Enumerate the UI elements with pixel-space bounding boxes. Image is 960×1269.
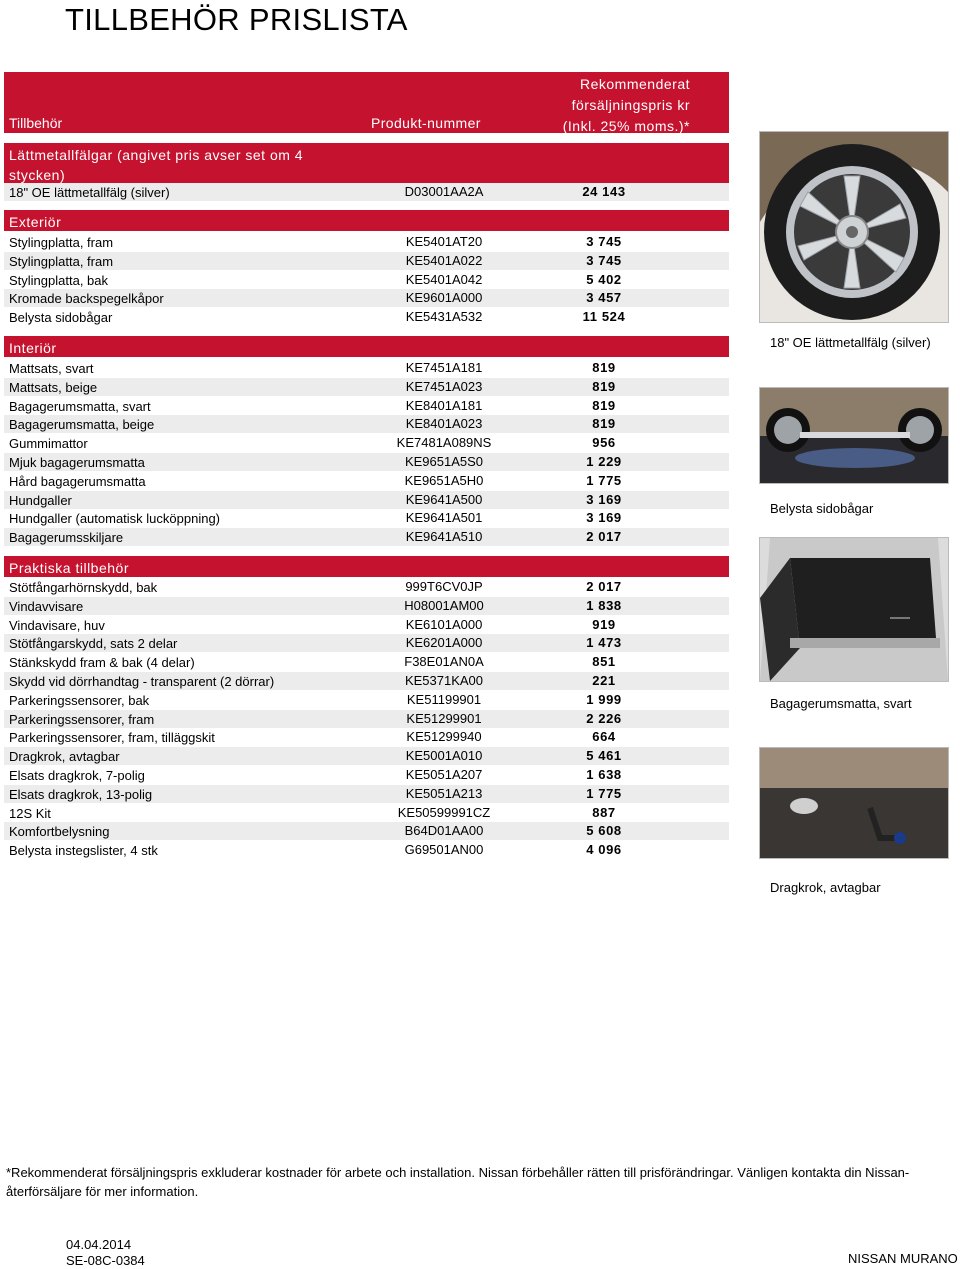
item-code: KE9651A5S0 [404, 454, 484, 469]
tow-bar-photo [759, 747, 949, 859]
item-price: 1 775 [586, 472, 622, 488]
item-name: Bagagerumsskiljare [9, 530, 124, 546]
item-name: Hundgaller [9, 492, 72, 508]
item-code: D03001AA2A [404, 184, 484, 199]
item-code: KE9651A5H0 [404, 472, 484, 488]
item-name: Belysta sidobågar [9, 310, 113, 326]
item-price: 24 143 [582, 184, 626, 199]
item-price: 956 [592, 435, 616, 451]
item-price: 5 402 [586, 271, 622, 287]
item-price: 3 169 [586, 510, 622, 526]
item-code: KE7451A023 [405, 378, 483, 394]
table-row [4, 616, 729, 634]
item-code: KE8401A181 [405, 397, 483, 413]
section-exterior-header: Exteriör [4, 210, 729, 231]
item-name: Komfortbelysning [9, 824, 110, 840]
table-row [4, 691, 729, 709]
table-row [4, 415, 729, 433]
item-price: 1 638 [586, 767, 622, 782]
item-price: 3 745 [586, 252, 622, 268]
item-code: KE6201A000 [405, 635, 483, 651]
item-code: KE51299940 [406, 729, 482, 745]
item-price: 1 838 [586, 597, 622, 613]
item-code: KE9601A000 [405, 290, 483, 306]
item-name: Bagagerumsmatta, beige [9, 417, 155, 433]
item-code: KE5431A532 [405, 309, 483, 325]
table-row [4, 378, 729, 396]
section-wheels-header: Lättmetallfälgar (angivet pris avser set om 4 stycken) [4, 143, 729, 183]
item-name: Hård bagagerumsmatta [9, 473, 146, 489]
document-date: 04.04.2014 [66, 1237, 132, 1252]
header-price: Rekommenderat försäljningspris kr (Inkl. 25% moms.)* [562, 76, 690, 134]
item-code: KE51299901 [406, 710, 482, 726]
item-name: Gummimattor [9, 436, 88, 452]
item-name: Vindavisare, huv [9, 617, 105, 633]
item-code: KE5371KA00 [404, 673, 484, 688]
table-row [4, 578, 729, 596]
table-row [4, 491, 729, 509]
item-name: Elsats dragkrok, 13-polig [9, 786, 153, 802]
item-name: Stötfångarhörnskydd, bak [9, 580, 158, 595]
item-name: Mattsats, beige [9, 379, 98, 395]
item-name: Mjuk bagagerumsmatta [9, 455, 145, 470]
item-price: 819 [592, 360, 616, 375]
alloy-wheel-icon [760, 132, 948, 322]
table-row [4, 233, 729, 251]
item-price: 819 [592, 378, 616, 394]
item-code: KE7451A181 [405, 360, 483, 375]
page-title: TILLBEHÖR PRISLISTA [65, 2, 408, 37]
table-row [4, 747, 729, 765]
footnote: *Rekommenderat försäljningspris exkluderar kostnader för arbete och installation. Nissan förbehåller rätten till prisförändringar. Vänligen kontakta din Nissan-återförsäljare för mer information. [6, 1165, 910, 1199]
table-row [4, 289, 729, 307]
item-name: Kromade backspegelkåpor [9, 291, 164, 307]
item-code: G69501AN00 [404, 842, 484, 858]
item-price: 664 [592, 729, 616, 745]
item-code: KE9641A510 [405, 529, 483, 545]
wheel-caption: 18" OE lättmetallfälg (silver) [770, 335, 931, 350]
item-code: KE5401A042 [405, 271, 483, 287]
table-row [4, 672, 729, 690]
item-code: F38E01AN0A [404, 654, 484, 670]
boot-mat-caption: Bagagerumsmatta, svart [770, 696, 912, 711]
item-price: 1 775 [586, 785, 622, 801]
illuminated-side-step-photo [759, 387, 949, 484]
table-row [4, 252, 729, 270]
section-interior-header: Interiör [4, 336, 729, 357]
item-name: Bagagerumsmatta, svart [9, 398, 151, 414]
item-code: KE51199901 [406, 691, 482, 707]
item-name: Skydd vid dörrhandtag - transparent (2 dörrar) [9, 674, 275, 689]
table-row [4, 359, 729, 377]
item-code: KE6101A000 [405, 616, 483, 632]
table-header [4, 72, 729, 133]
item-name: Stylingplatta, bak [9, 272, 109, 288]
table-row [4, 822, 729, 840]
table-row [4, 597, 729, 615]
item-code: KE5001A010 [405, 748, 483, 764]
item-price: 2 017 [586, 579, 622, 594]
item-price: 221 [592, 673, 616, 688]
table-row [4, 271, 729, 289]
item-price: 2 226 [586, 710, 622, 726]
section-practical-header: Praktiska tillbehör [4, 556, 729, 577]
item-name: Stylingplatta, fram [9, 235, 114, 250]
item-price: 819 [592, 397, 616, 413]
item-name: Mattsats, svart [9, 361, 94, 376]
alloy-wheel-photo [759, 131, 949, 323]
item-code: KE5051A207 [405, 767, 483, 782]
model-name: NISSAN MURANO [848, 1251, 958, 1266]
item-name: Stylingplatta, fram [9, 253, 114, 269]
tow-bar-caption: Dragkrok, avtagbar [770, 880, 881, 895]
table-row [4, 308, 729, 326]
table-row [4, 528, 729, 546]
item-price: 3 457 [586, 290, 622, 306]
side-step-caption: Belysta sidobågar [770, 501, 874, 516]
item-code: KE9641A501 [405, 510, 483, 526]
item-code: KE9641A500 [405, 491, 483, 507]
table-row [4, 397, 729, 415]
header-product-number: Produkt-nummer [371, 115, 481, 131]
tow-bar-icon [760, 748, 948, 858]
document-code: SE-08C-0384 [66, 1253, 145, 1268]
item-price: 11 524 [582, 309, 626, 325]
item-name: Elsats dragkrok, 7-polig [9, 768, 145, 783]
boot-mat-icon [760, 538, 948, 681]
item-name: Hundgaller (automatisk lucköppning) [9, 511, 221, 527]
item-code: KE7481A089NS [396, 435, 492, 451]
item-name: Parkeringssensorer, fram, tilläggskit [9, 730, 215, 746]
table-row [4, 785, 729, 803]
item-name: Belysta instegslister, 4 stk [9, 843, 158, 859]
item-price: 1 999 [586, 691, 622, 707]
item-code: B64D01AA00 [404, 823, 484, 839]
table-row [4, 434, 729, 452]
table-row [4, 766, 729, 784]
table-row [4, 634, 729, 652]
table-row [4, 804, 729, 822]
item-code: KE5401AT20 [405, 234, 483, 249]
item-price: 5 608 [586, 823, 622, 839]
item-price: 919 [592, 616, 616, 632]
item-price: 1 473 [586, 635, 622, 651]
item-name: Parkeringssensorer, bak [9, 692, 150, 708]
item-code: KE8401A023 [405, 416, 483, 432]
item-code: H08001AM00 [404, 597, 484, 613]
item-name: Vindavvisare [9, 598, 84, 614]
item-price: 1 229 [586, 454, 622, 469]
table-row [4, 472, 729, 490]
table-row [4, 653, 729, 671]
item-name: 18" OE lättmetallfälg (silver) [9, 185, 170, 200]
item-code: 999T6CV0JP [405, 579, 483, 594]
table-row [4, 453, 729, 471]
item-price: 2 017 [586, 529, 622, 545]
table-row [4, 728, 729, 746]
table-row [4, 183, 729, 201]
item-price: 5 461 [586, 748, 622, 764]
item-name: Stötfångarskydd, sats 2 delar [9, 636, 178, 652]
item-price: 3 745 [586, 234, 622, 249]
table-row [4, 710, 729, 728]
table-row [4, 509, 729, 527]
table-row [4, 841, 729, 859]
item-name: Dragkrok, avtagbar [9, 749, 120, 765]
item-name: Parkeringssensorer, fram [9, 711, 155, 727]
document-meta [66, 1237, 145, 1269]
item-price: 4 096 [586, 842, 622, 858]
item-code: KE50599991CZ [397, 804, 491, 820]
header-accessory: Tillbehör [9, 115, 63, 131]
item-name: Stänkskydd fram & bak (4 delar) [9, 655, 195, 671]
item-code: KE5401A022 [405, 252, 483, 268]
item-name: 12S Kit [9, 805, 51, 821]
boot-mat-photo [759, 537, 949, 682]
item-price: 887 [592, 804, 616, 820]
item-price: 851 [592, 654, 616, 670]
side-step-icon [760, 388, 948, 483]
item-price: 3 169 [586, 491, 622, 507]
item-code: KE5051A213 [405, 785, 483, 801]
item-price: 819 [592, 416, 616, 432]
